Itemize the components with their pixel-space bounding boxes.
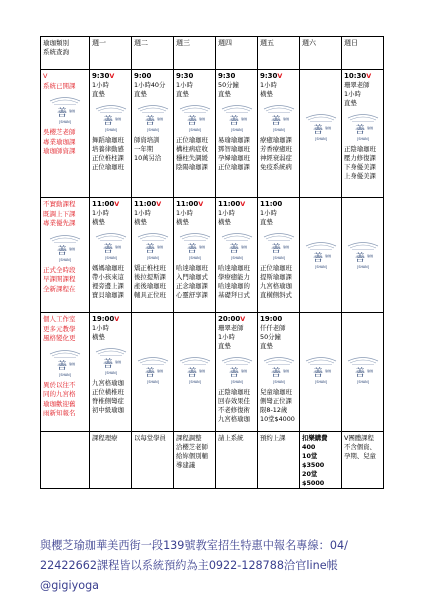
class-description: 舞蹈瑜珈班 培養律動感 正位椎柱課 正位瑜珈班 <box>92 136 124 171</box>
v-mark: V <box>114 200 120 208</box>
class-time: 11:00 <box>176 200 199 208</box>
svg-text:[SHAN]: [SHAN] <box>104 256 117 260</box>
row-header <box>41 198 90 313</box>
class-description: 九宮格瑜珈 正位橫椎班 脊椎側彎症 初中級瑜珈 <box>92 379 124 414</box>
svg-text:善: 善 <box>57 108 67 119</box>
class-info: 1小時 橫墊 <box>92 324 109 341</box>
shan-logo-icon <box>220 355 254 385</box>
class-info: 1小時 橫墊 <box>218 209 235 226</box>
svg-text:[SHAN]: [SHAN] <box>272 256 285 260</box>
svg-text:[SHAN]: [SHAN] <box>146 256 159 260</box>
row-header-bottom: 正式全時段 早課開課程 全新課程在 <box>43 265 76 293</box>
svg-text:[SHAN]: [SHAN] <box>59 372 71 377</box>
shan-logo-icon <box>178 103 212 133</box>
day-header-sun: 週日 <box>342 37 384 70</box>
class-info: 請上系統 <box>218 434 244 442</box>
class-description: 師資培訓 一年期 10萬另洽 <box>134 136 162 162</box>
svg-text:善: 善 <box>57 360 67 372</box>
class-info: 以每堂學員 <box>134 434 166 442</box>
svg-text:善: 善 <box>186 116 197 127</box>
class-slot <box>90 432 132 489</box>
class-info: 課程理療 <box>92 434 118 442</box>
shan-logo-icon <box>178 231 212 261</box>
v-mark: V <box>114 315 120 323</box>
class-info: 珊翠老師 1小時 直墊 <box>344 81 370 107</box>
shan-logo-icon <box>346 112 380 142</box>
row-header-bottom: 吳櫻芝老師 專業瑜珈課 瑜珈師資課 <box>43 128 76 155</box>
shan-logo-icon <box>136 231 170 261</box>
svg-text:瑜珈: 瑜珈 <box>156 245 163 249</box>
svg-text:瑜珈: 瑜珈 <box>366 254 373 258</box>
class-slot <box>300 198 342 313</box>
header-row <box>41 37 384 70</box>
shan-logo-icon <box>262 231 296 261</box>
shan-logo-icon <box>304 355 338 385</box>
class-time: 11:00 <box>260 200 283 208</box>
svg-text:[SHAN]: [SHAN] <box>314 137 327 141</box>
svg-text:[SHAN]: [SHAN] <box>188 380 201 384</box>
day-header-tue: 週二 <box>132 37 174 70</box>
row-label-header <box>41 37 90 70</box>
class-info: 50分鐘 直墊 <box>218 81 239 98</box>
shan-logo-icon <box>136 103 170 133</box>
footer-line-2: 22422662課程皆以系統預約為主0922-128788洽官line帳@gigiyoga <box>40 559 338 592</box>
class-slot <box>132 313 174 432</box>
svg-text:[SHAN]: [SHAN] <box>104 371 117 375</box>
svg-text:善: 善 <box>270 368 281 379</box>
class-time: 19:00 <box>260 315 283 323</box>
svg-text:善: 善 <box>312 125 323 136</box>
shan-logo-icon <box>48 233 82 263</box>
class-time: 9:30 <box>92 72 110 80</box>
class-slot <box>300 313 342 432</box>
class-time: 19:00 <box>92 315 115 323</box>
svg-text:瑜珈: 瑜珈 <box>324 369 331 373</box>
svg-text:[SHAN]: [SHAN] <box>356 265 369 269</box>
schedule-row <box>41 198 384 313</box>
svg-text:瑜珈: 瑜珈 <box>198 117 205 121</box>
class-slot <box>174 70 216 198</box>
svg-text:善: 善 <box>186 368 197 379</box>
svg-text:[SHAN]: [SHAN] <box>356 137 369 141</box>
shan-logo-icon <box>304 240 338 270</box>
shan-logo-icon <box>94 103 128 133</box>
row-header <box>41 432 90 489</box>
shan-logo-icon <box>262 355 296 385</box>
class-time: 9:30 <box>218 72 236 80</box>
day-header-fri: 週五 <box>258 37 300 70</box>
svg-text:[SHAN]: [SHAN] <box>230 256 243 260</box>
class-slot <box>258 432 300 489</box>
row-header <box>41 70 90 198</box>
svg-text:瑜珈: 瑜珈 <box>68 246 76 251</box>
shan-logo-icon <box>48 348 82 378</box>
svg-text:瑜珈: 瑜珈 <box>366 369 373 373</box>
schedule-sheet <box>40 36 383 489</box>
shan-logo-icon <box>346 355 380 385</box>
shan-logo-icon <box>262 103 296 133</box>
svg-text:瑜珈: 瑜珈 <box>198 369 205 373</box>
class-info: 1小時 直墊 <box>176 81 193 98</box>
svg-text:善: 善 <box>102 116 113 127</box>
class-slot <box>216 70 258 198</box>
class-slot <box>216 432 258 489</box>
class-slot <box>258 70 300 198</box>
class-slot <box>216 198 258 313</box>
svg-text:瑜珈: 瑜珈 <box>324 126 331 130</box>
class-slot <box>174 313 216 432</box>
class-description: 正陰瑜珈班 回春效果佳 不老修復術 九宮格瑜珈 <box>218 388 250 423</box>
svg-text:[SHAN]: [SHAN] <box>146 128 159 132</box>
class-info: 扣樂購費 400 10堂$3500 20堂$5000 <box>302 434 328 487</box>
svg-text:[SHAN]: [SHAN] <box>356 380 369 384</box>
svg-text:善: 善 <box>354 125 365 136</box>
svg-text:善: 善 <box>312 368 323 379</box>
class-time: 11:00 <box>92 200 115 208</box>
v-mark: V <box>156 200 162 208</box>
svg-text:瑜珈: 瑜珈 <box>114 117 121 121</box>
class-slot <box>174 432 216 489</box>
svg-text:善: 善 <box>186 244 197 255</box>
class-slot <box>90 70 132 198</box>
svg-text:瑜珈: 瑜珈 <box>282 117 289 121</box>
class-slot <box>216 313 258 432</box>
class-info: 1小時 直墊 <box>92 81 109 98</box>
svg-text:[SHAN]: [SHAN] <box>230 380 243 384</box>
class-slot <box>342 432 384 489</box>
class-description: 易瑜瑜珈課 鄧智瑜珈班 孕婦瑜珈班 正位瑜珈課 <box>218 136 250 171</box>
class-time: 9:30 <box>176 72 194 80</box>
row-header <box>41 313 90 432</box>
row-header-top: V 系統已開課 <box>43 72 76 90</box>
svg-text:瑜珈: 瑜珈 <box>156 117 163 121</box>
svg-text:瑜珈: 瑜珈 <box>68 361 76 366</box>
svg-text:瑜珈: 瑜珈 <box>114 360 121 364</box>
svg-text:善: 善 <box>144 116 155 127</box>
svg-text:瑜珈: 瑜珈 <box>198 245 205 249</box>
class-info: 1小時 橫墊 <box>260 81 277 98</box>
v-mark: V <box>240 200 246 208</box>
svg-text:善: 善 <box>354 253 365 264</box>
svg-text:善: 善 <box>354 368 365 379</box>
shan-logo-icon <box>94 346 128 376</box>
svg-text:瑜珈: 瑜珈 <box>282 245 289 249</box>
day-header-wed: 週三 <box>174 37 216 70</box>
class-slot <box>300 70 342 198</box>
schedule-row <box>41 432 384 489</box>
shan-logo-icon <box>136 355 170 385</box>
svg-text:善: 善 <box>228 244 239 255</box>
schedule-row <box>41 70 384 198</box>
svg-text:瑜珈: 瑜珈 <box>324 254 331 258</box>
shan-logo-icon <box>220 103 254 133</box>
class-time: 10:30 <box>344 72 367 80</box>
v-mark: V <box>277 72 283 80</box>
class-slot <box>132 70 174 198</box>
day-header-thu: 週四 <box>216 37 258 70</box>
svg-text:善: 善 <box>270 244 281 255</box>
svg-text:[SHAN]: [SHAN] <box>230 128 243 132</box>
class-slot <box>342 198 384 313</box>
row-label-text: 瑜珈類別 系統查詢 <box>43 39 69 56</box>
class-info: 1小時 橫墊 <box>134 209 151 226</box>
v-mark: V <box>240 315 246 323</box>
svg-text:瑜珈: 瑜珈 <box>156 369 163 373</box>
class-description: 療癒瑜珈課 芳香療癒班 神經衰弱症 免疫系統病 <box>260 136 292 171</box>
class-slot <box>258 313 300 432</box>
class-slot <box>132 432 174 489</box>
class-info: V團體課程 不含個資、 孕期、兒童 <box>344 434 376 460</box>
svg-text:善: 善 <box>144 368 155 379</box>
svg-text:[SHAN]: [SHAN] <box>146 380 159 384</box>
svg-text:瑜珈: 瑜珈 <box>366 126 373 130</box>
svg-text:[SHAN]: [SHAN] <box>104 128 117 132</box>
class-info: 珊翠老師 1小時 直墊 <box>218 324 244 350</box>
shan-logo-icon <box>346 240 380 270</box>
svg-text:善: 善 <box>228 116 239 127</box>
class-info: 1小時 橫墊 <box>176 209 193 226</box>
class-description: 媽媽瑜珈班 帶小孩來這 裡旁邊上課 寶貝瑜珈課 <box>92 264 124 299</box>
svg-text:善: 善 <box>102 359 113 370</box>
svg-text:[SHAN]: [SHAN] <box>272 128 285 132</box>
shan-logo-icon <box>48 95 82 125</box>
class-slot <box>174 198 216 313</box>
class-info: 預約上課 <box>260 434 286 442</box>
class-info: 課程調整 洽櫻芝老師 給妳個別輔 導建議 <box>176 434 208 469</box>
contact-footer <box>40 536 390 596</box>
class-description: 兒童瑜珈班 側彎正位課 限8-12歲 10堂$4000 <box>260 388 295 423</box>
footer-line-1: 與櫻芝瑜珈華美西街一段139號教室招生特惠中報名專線：04/ <box>40 539 348 552</box>
class-description: 矯正椎柱班 後拉提斯課 產後瑜珈班 輔具正位班 <box>134 264 166 299</box>
class-slot <box>300 432 342 489</box>
schedule-table <box>40 36 384 489</box>
svg-text:瑜珈: 瑜珈 <box>68 109 76 113</box>
class-info: 1小時40分 直墊 <box>134 81 166 98</box>
class-slot <box>132 198 174 313</box>
svg-text:[SHAN]: [SHAN] <box>314 380 327 384</box>
shan-logo-icon <box>178 355 212 385</box>
svg-text:善: 善 <box>144 244 155 255</box>
row-header-top: 不實動課程 既調上下課 專業優先課 <box>43 200 76 227</box>
svg-text:善: 善 <box>312 253 323 264</box>
svg-text:善: 善 <box>228 368 239 379</box>
class-slot <box>90 198 132 313</box>
v-mark: V <box>198 200 204 208</box>
svg-text:[SHAN]: [SHAN] <box>59 120 71 124</box>
svg-text:善: 善 <box>270 116 281 127</box>
svg-text:瑜珈: 瑜珈 <box>282 369 289 373</box>
class-info: 仟仟老師 50分鐘 直墊 <box>260 324 286 350</box>
svg-text:[SHAN]: [SHAN] <box>59 257 71 262</box>
class-time: 11:00 <box>134 200 157 208</box>
class-description: 正位瑜珈班 提斯瑜珈課 九宮格瑜珈 直橫側斜式 <box>260 264 292 299</box>
shan-logo-icon <box>304 112 338 142</box>
day-header-mon: 週一 <box>90 37 132 70</box>
class-slot <box>342 313 384 432</box>
svg-text:善: 善 <box>57 245 67 257</box>
row-header-bottom: 異於以往不 同的九宮格 瑜珈歡迎舊 雨新知報名 <box>43 380 76 417</box>
svg-text:瑜珈: 瑜珈 <box>114 245 121 249</box>
class-info: 1小時 橫墊 <box>92 209 109 226</box>
svg-text:瑜珈: 瑜珈 <box>240 245 247 249</box>
class-time: 9:00 <box>134 72 152 80</box>
svg-text:[SHAN]: [SHAN] <box>188 256 201 260</box>
row-header-top: 個人工作室 更多元教學 風格變化更 <box>43 315 76 342</box>
class-description: 哈達瑜珈班 入門瑜珈式 正念瑜珈課 心靈舒享課 <box>176 264 208 299</box>
class-time: 9:30 <box>260 72 278 80</box>
class-description: 正位瑜珈班 構柱病症收 穩柱失調緩 陰陽瑜珈課 <box>176 136 208 171</box>
class-slot <box>342 70 384 198</box>
class-time: 20:00 <box>218 315 241 323</box>
class-description: 哈達瑜珈班 學療癒能力 哈達瑜珈的 基礎拜日式 <box>218 264 250 299</box>
v-mark: V <box>366 72 372 80</box>
svg-text:[SHAN]: [SHAN] <box>188 128 201 132</box>
schedule-row <box>41 313 384 432</box>
svg-text:[SHAN]: [SHAN] <box>314 265 327 269</box>
class-slot <box>90 313 132 432</box>
class-description: 正陰瑜珈班 壓力修復課 下身優美課 上身優美課 <box>344 145 376 180</box>
class-info: 1小時 直墊 <box>260 209 277 226</box>
class-time: 11:00 <box>218 200 241 208</box>
svg-text:瑜珈: 瑜珈 <box>240 369 247 373</box>
svg-text:[SHAN]: [SHAN] <box>272 380 285 384</box>
v-mark: V <box>109 72 115 80</box>
svg-text:瑜珈: 瑜珈 <box>240 117 247 121</box>
svg-text:善: 善 <box>102 244 113 255</box>
day-header-sat: 週六 <box>300 37 342 70</box>
class-slot <box>258 198 300 313</box>
shan-logo-icon <box>220 231 254 261</box>
shan-logo-icon <box>94 231 128 261</box>
